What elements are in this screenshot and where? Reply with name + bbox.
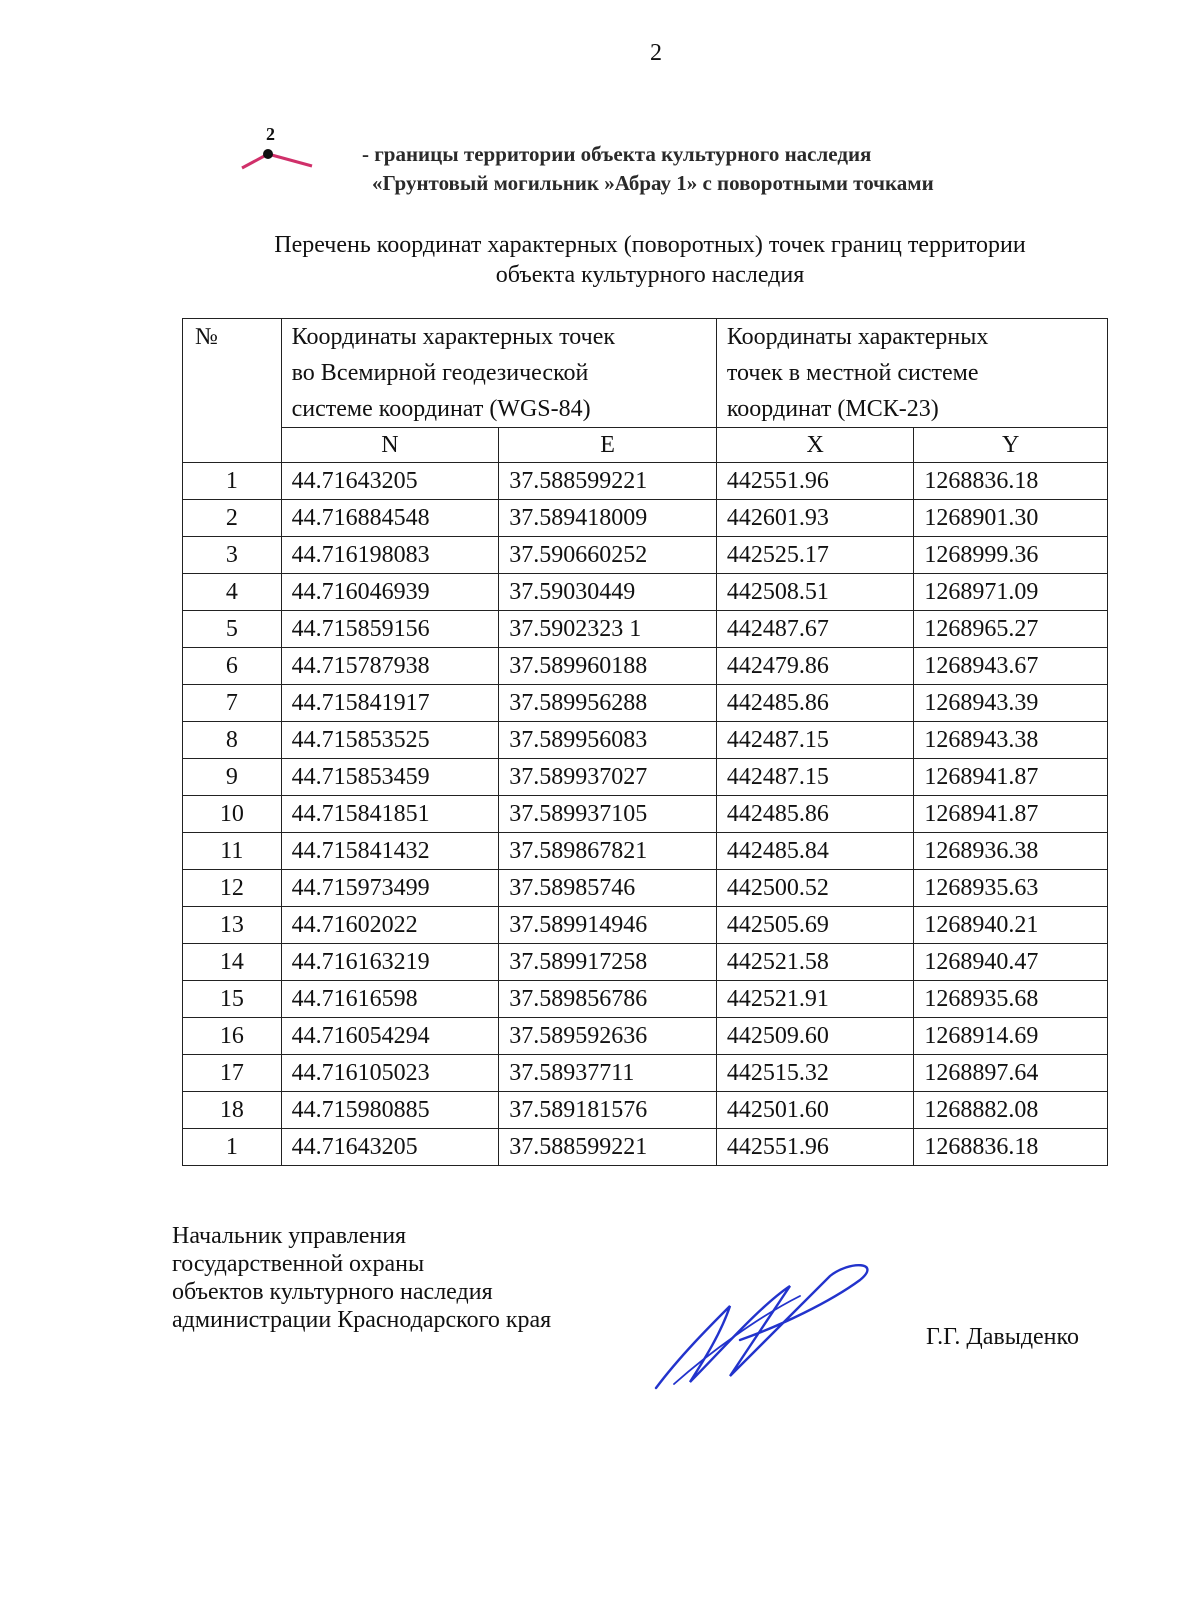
cell-y: 1268965.27 [914,611,1108,648]
cell-point-number: 5 [183,611,282,648]
signer-position-line2: государственной охраны [172,1251,425,1277]
legend-text-line2: «Грунтовый могильник »Абрау 1» с поворотными точками [372,171,934,195]
cell-x: 442551.96 [716,1129,914,1166]
cell-n: 44.71602022 [281,907,499,944]
cell-e: 37.589418009 [499,500,717,537]
header-msk23-line2: точек в местной системе [726,360,979,386]
header-wgs84-line3: системе координат (WGS-84) [291,396,591,422]
cell-y: 1268941.87 [914,759,1108,796]
cell-y: 1268999.36 [914,537,1108,574]
cell-point-number: 9 [183,759,282,796]
table-row [183,1129,1108,1166]
cell-x: 442485.84 [716,833,914,870]
cell-x: 442487.15 [716,759,914,796]
cell-point-number: 1 [183,1129,282,1166]
cell-x: 442509.60 [716,1018,914,1055]
cell-e: 37.589181576 [499,1092,717,1129]
header-msk23-line3: координат (МСК-23) [726,396,939,422]
table-row [183,1018,1108,1055]
cell-point-number: 14 [183,944,282,981]
header-x: X [716,428,914,463]
table-row [183,833,1108,870]
cell-n: 44.716884548 [281,500,499,537]
header-e: E [499,428,717,463]
cell-point-number: 7 [183,685,282,722]
list-title [60,230,1200,290]
cell-e: 37.589956288 [499,685,717,722]
cell-point-number: 12 [183,870,282,907]
cell-y: 1268914.69 [914,1018,1108,1055]
legend-text-line1: - границы территории объекта культурного наследия [362,142,872,166]
cell-x: 442501.60 [716,1092,914,1129]
cell-y: 1268936.38 [914,833,1108,870]
signer-name: Г.Г. Давыденко [926,1324,1079,1350]
table-row [183,574,1108,611]
cell-e: 37.58985746 [499,870,717,907]
cell-n: 44.71643205 [281,463,499,500]
table-row [183,611,1108,648]
cell-point-number: 17 [183,1055,282,1092]
cell-x: 442551.96 [716,463,914,500]
table-row [183,1092,1108,1129]
cell-n: 44.71616598 [281,981,499,1018]
legend [240,128,1140,208]
header-n: N [281,428,499,463]
cell-e: 37.590660252 [499,537,717,574]
table-row [183,981,1108,1018]
cell-x: 442500.52 [716,870,914,907]
cell-point-number: 18 [183,1092,282,1129]
table-row [183,648,1108,685]
table-row [183,796,1108,833]
cell-point-number: 10 [183,796,282,833]
cell-e: 37.58937711 [499,1055,717,1092]
legend-description [362,140,934,198]
cell-point-number: 13 [183,907,282,944]
table-row [183,722,1108,759]
cell-n: 44.715787938 [281,648,499,685]
table-row [183,537,1108,574]
table-row [183,759,1108,796]
handwritten-signature-icon [650,1256,890,1396]
cell-point-number: 1 [183,463,282,500]
cell-x: 442601.93 [716,500,914,537]
cell-n: 44.71643205 [281,1129,499,1166]
header-wgs84-line1: Координаты характерных точек [291,324,616,350]
cell-y: 1268943.38 [914,722,1108,759]
cell-n: 44.715841851 [281,796,499,833]
cell-e: 37.589592636 [499,1018,717,1055]
cell-e: 37.589937105 [499,796,717,833]
cell-x: 442485.86 [716,685,914,722]
list-title-line2: объекта культурного наследия [495,262,805,288]
cell-n: 44.716105023 [281,1055,499,1092]
cell-e: 37.589917258 [499,944,717,981]
cell-y: 1268940.21 [914,907,1108,944]
signer-position-line1: Начальник управления [172,1223,407,1249]
cell-n: 44.716054294 [281,1018,499,1055]
table-row [183,685,1108,722]
signer-position-line4: администрации Краснодарского края [172,1307,552,1333]
cell-n: 44.716046939 [281,574,499,611]
cell-point-number: 4 [183,574,282,611]
page-number: 2 [650,40,662,66]
cell-y: 1268836.18 [914,463,1108,500]
coordinates-table [182,318,1108,1166]
cell-y: 1268935.63 [914,870,1108,907]
cell-n: 44.716198083 [281,537,499,574]
cell-e: 37.5902323 1 [499,611,717,648]
cell-point-number: 2 [183,500,282,537]
cell-x: 442525.17 [716,537,914,574]
cell-e: 37.588599221 [499,1129,717,1166]
cell-n: 44.716163219 [281,944,499,981]
table-row [183,1055,1108,1092]
cell-y: 1268836.18 [914,1129,1108,1166]
cell-y: 1268971.09 [914,574,1108,611]
cell-n: 44.715973499 [281,870,499,907]
cell-x: 442485.86 [716,796,914,833]
cell-e: 37.589960188 [499,648,717,685]
cell-x: 442508.51 [716,574,914,611]
cell-point-number: 6 [183,648,282,685]
cell-x: 442505.69 [716,907,914,944]
cell-point-number: 15 [183,981,282,1018]
cell-x: 442521.91 [716,981,914,1018]
cell-y: 1268943.67 [914,648,1108,685]
cell-n: 44.715859156 [281,611,499,648]
table-row [183,463,1108,500]
cell-e: 37.589937027 [499,759,717,796]
cell-y: 1268935.68 [914,981,1108,1018]
cell-e: 37.59030449 [499,574,717,611]
cell-x: 442487.15 [716,722,914,759]
table-row [183,907,1108,944]
cell-e: 37.589914946 [499,907,717,944]
cell-y: 1268901.30 [914,500,1108,537]
cell-y: 1268943.39 [914,685,1108,722]
header-y: Y [914,428,1108,463]
cell-e: 37.589867821 [499,833,717,870]
cell-x: 442479.86 [716,648,914,685]
coordinates-table-body [183,463,1108,1166]
cell-point-number: 8 [183,722,282,759]
cell-n: 44.715853459 [281,759,499,796]
cell-point-number: 3 [183,537,282,574]
cell-point-number: 16 [183,1018,282,1055]
cell-y: 1268940.47 [914,944,1108,981]
signer-position [172,1222,551,1334]
header-wgs84-line2: во Всемирной геодезической [291,360,589,386]
cell-x: 442521.58 [716,944,914,981]
cell-e: 37.589956083 [499,722,717,759]
cell-y: 1268897.64 [914,1055,1108,1092]
list-title-line1: Перечень координат характерных (поворотных) точек границ территории [274,232,1026,258]
cell-n: 44.715841917 [281,685,499,722]
table-row [183,500,1108,537]
cell-e: 37.589856786 [499,981,717,1018]
table-row [183,870,1108,907]
legend-marker-label: 2 [266,128,275,144]
cell-x: 442487.67 [716,611,914,648]
cell-y: 1268882.08 [914,1092,1108,1129]
signer-position-line3: объектов культурного наследия [172,1279,493,1305]
header-wgs84 [281,319,716,428]
header-msk23-line1: Координаты характерных [726,324,989,350]
cell-n: 44.715841432 [281,833,499,870]
header-number: № [183,319,282,463]
boundary-turning-point-icon [240,128,320,188]
table-row [183,944,1108,981]
header-msk23 [716,319,1107,428]
cell-n: 44.715980885 [281,1092,499,1129]
cell-e: 37.588599221 [499,463,717,500]
cell-x: 442515.32 [716,1055,914,1092]
cell-y: 1268941.87 [914,796,1108,833]
cell-point-number: 11 [183,833,282,870]
cell-n: 44.715853525 [281,722,499,759]
